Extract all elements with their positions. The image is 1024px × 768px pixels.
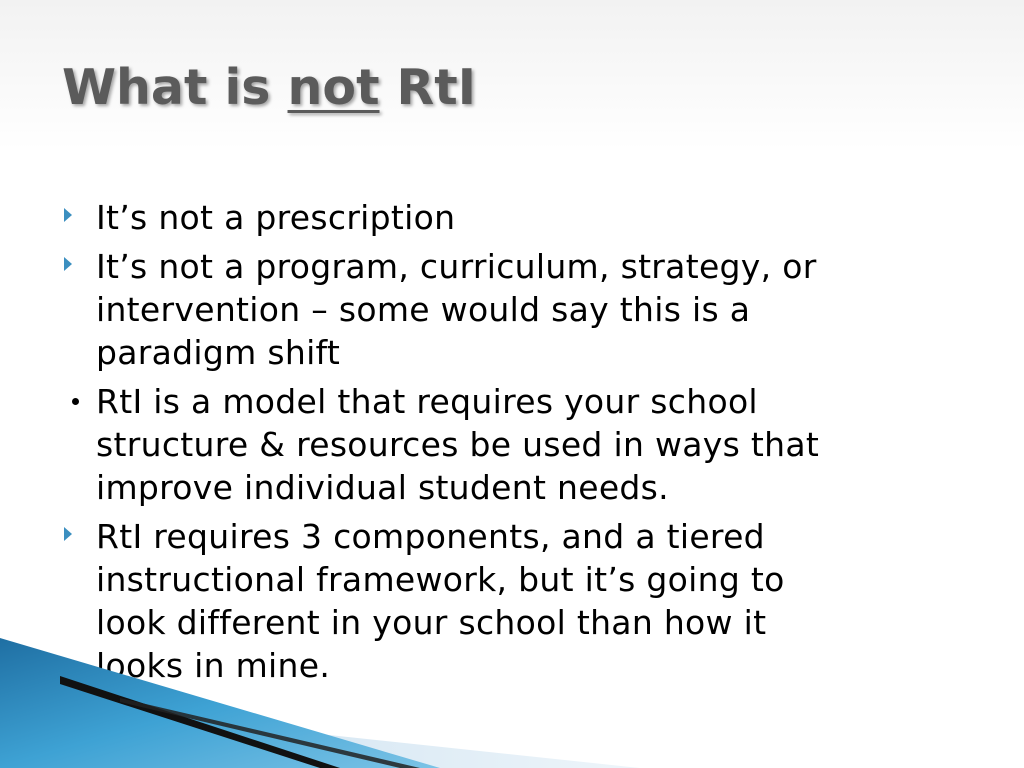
bullet-line: improve individual student needs. bbox=[96, 468, 669, 507]
bullet-line: RtI is a model that requires your school bbox=[96, 382, 758, 421]
bullet-list bbox=[56, 196, 956, 693]
title-suffix: RtI bbox=[379, 59, 476, 116]
bullet-line: It’s not a program, curriculum, strategy, or bbox=[96, 247, 817, 286]
arrow-bullet-icon bbox=[64, 527, 72, 541]
arrow-bullet-icon bbox=[64, 257, 72, 271]
bullet-line: intervention – some would say this is a bbox=[96, 290, 751, 329]
bullet-line: instructional framework, but it’s going to bbox=[96, 560, 785, 599]
bullet-line: look different in your school than how it bbox=[96, 603, 767, 642]
bullet-item bbox=[56, 380, 956, 509]
dot-bullet-icon bbox=[72, 398, 79, 405]
bullet-line: looks in mine. bbox=[96, 646, 331, 685]
bullet-line: structure & resources be used in ways that bbox=[96, 425, 820, 464]
slide-title bbox=[62, 58, 476, 118]
arrow-bullet-icon bbox=[64, 208, 72, 222]
bullet-line: RtI requires 3 components, and a tiered bbox=[96, 517, 765, 556]
corner-swoosh-decoration bbox=[0, 638, 640, 768]
bullet-item bbox=[56, 245, 956, 374]
bullet-line: It’s not a prescription bbox=[96, 198, 456, 237]
bullet-item bbox=[56, 196, 956, 239]
swoosh-blue-band bbox=[0, 638, 440, 768]
title-emphasis: not bbox=[287, 59, 380, 116]
title-prefix: What is bbox=[62, 59, 288, 116]
bullet-line: paradigm shift bbox=[96, 333, 341, 372]
